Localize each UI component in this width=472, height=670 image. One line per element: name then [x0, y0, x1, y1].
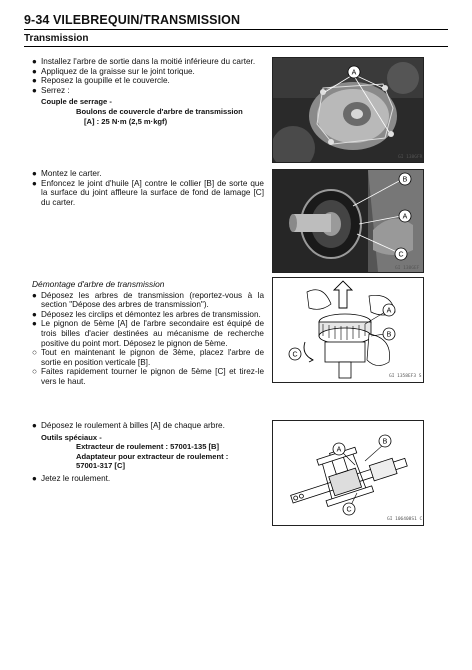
torque-line: Boulons de couvercle d'arbre de transmission [76, 106, 243, 116]
tool-line: 57001-317 [C] [76, 461, 125, 471]
list-item: ○ Faites rapidement tourner le pignon de 5ème [C] et tirez-le vers le haut. [32, 367, 264, 386]
figure-gear-drawing [272, 277, 424, 383]
list-item: ● Enfoncez le joint d'huile [A] contre le collier [B] de sorte que la surface du joint affleure la surface de fond de lamage [C] du carter. [32, 178, 264, 207]
callout-b: B [386, 331, 392, 339]
list-item: ● Appliquez de la graisse sur le joint torique. [32, 66, 195, 76]
block-disassembly [32, 280, 264, 387]
torque-value: [A] : 25 N·m (2,5 m·kgf) [84, 116, 168, 126]
bullet: ● [32, 76, 37, 86]
figure-code: GI 138GEF [395, 266, 420, 271]
page-header [24, 13, 448, 47]
bullet: ● [32, 473, 37, 483]
bullet: ● [32, 57, 37, 66]
engine-cover-illustration [273, 58, 423, 162]
list-item: ● Installez l'arbre de sortie dans la moitié inférieure du carter. [32, 57, 256, 66]
callout-c: C [292, 351, 298, 359]
subsection-heading: Démontage d'arbre de transmission [32, 279, 165, 289]
figure-bearing-puller-drawing [272, 420, 424, 526]
figure-code: GI 1358EF3 S [389, 374, 422, 379]
bearing-puller-illustration [273, 421, 423, 525]
callout-a: A [351, 69, 357, 77]
list-item: ○ Tout en maintenant le pignon de 3ème, placez l'arbre de sortie en position verticale [B]. [32, 348, 264, 367]
header-rule [24, 29, 448, 30]
block-bearing-removal [32, 421, 264, 484]
block-assembly [32, 169, 264, 207]
callout-c: C [398, 251, 404, 259]
figure-code: GI 106408S1 C [387, 517, 423, 522]
block-installation [32, 57, 264, 126]
tool-line: Adaptateur pour extracteur de roulement : [76, 451, 229, 461]
bullet: ● [32, 421, 37, 430]
list-item: ● Déposez les arbres de transmission (reportez-vous à la section "Dépose des arbres de transmission"). [32, 290, 264, 310]
callout-b: B [402, 176, 408, 184]
list-item: ● Déposez le roulement à billes [A] de chaque arbre. [32, 421, 225, 430]
bullet: ● [32, 290, 37, 300]
list-item: ● Le pignon de 5ème [A] de l'arbre secondaire est équipé de trois billes d'acier destinées au mécanisme de recherche positive du point mort. Déposez le pignon de 5ème. [32, 319, 264, 348]
section-rule [24, 46, 448, 47]
callout-b: B [382, 438, 388, 446]
torque-title: Couple de serrage - [41, 97, 112, 107]
gear-removal-illustration [273, 278, 423, 382]
list-item: ● Déposez les circlips et démontez les arbres de transmission. [32, 309, 261, 319]
page-title: 9-34 VILEBREQUIN/TRANSMISSION [24, 13, 241, 27]
callout-c: C [346, 506, 352, 514]
bullet: ● [32, 309, 37, 319]
figure-seal-photo [272, 169, 424, 273]
bullet: ● [32, 169, 37, 178]
bullet: ● [32, 66, 37, 76]
open-bullet: ○ [32, 348, 37, 358]
list-item: ● Reposez la goupille et le couvercle. [32, 76, 170, 86]
tool-line: Extracteur de roulement : 57001-135 [B] [76, 442, 220, 452]
list-item: ● Jetez le roulement. [32, 473, 111, 483]
tools-title: Outils spéciaux - [41, 432, 102, 442]
open-bullet: ○ [32, 367, 37, 377]
figure-code: GI 138GFR [398, 155, 423, 160]
list-item: ● Montez le carter. [32, 169, 102, 178]
callout-a: A [402, 213, 408, 221]
section-title: Transmission [24, 33, 89, 44]
list-item: ● Serrez : [32, 85, 70, 95]
callout-a: A [386, 307, 392, 315]
figure-cover-photo [272, 57, 424, 163]
oil-seal-illustration [273, 170, 423, 272]
callout-a: A [336, 446, 342, 454]
bullet: ● [32, 178, 37, 188]
bullet: ● [32, 319, 37, 329]
bullet: ● [32, 85, 37, 95]
